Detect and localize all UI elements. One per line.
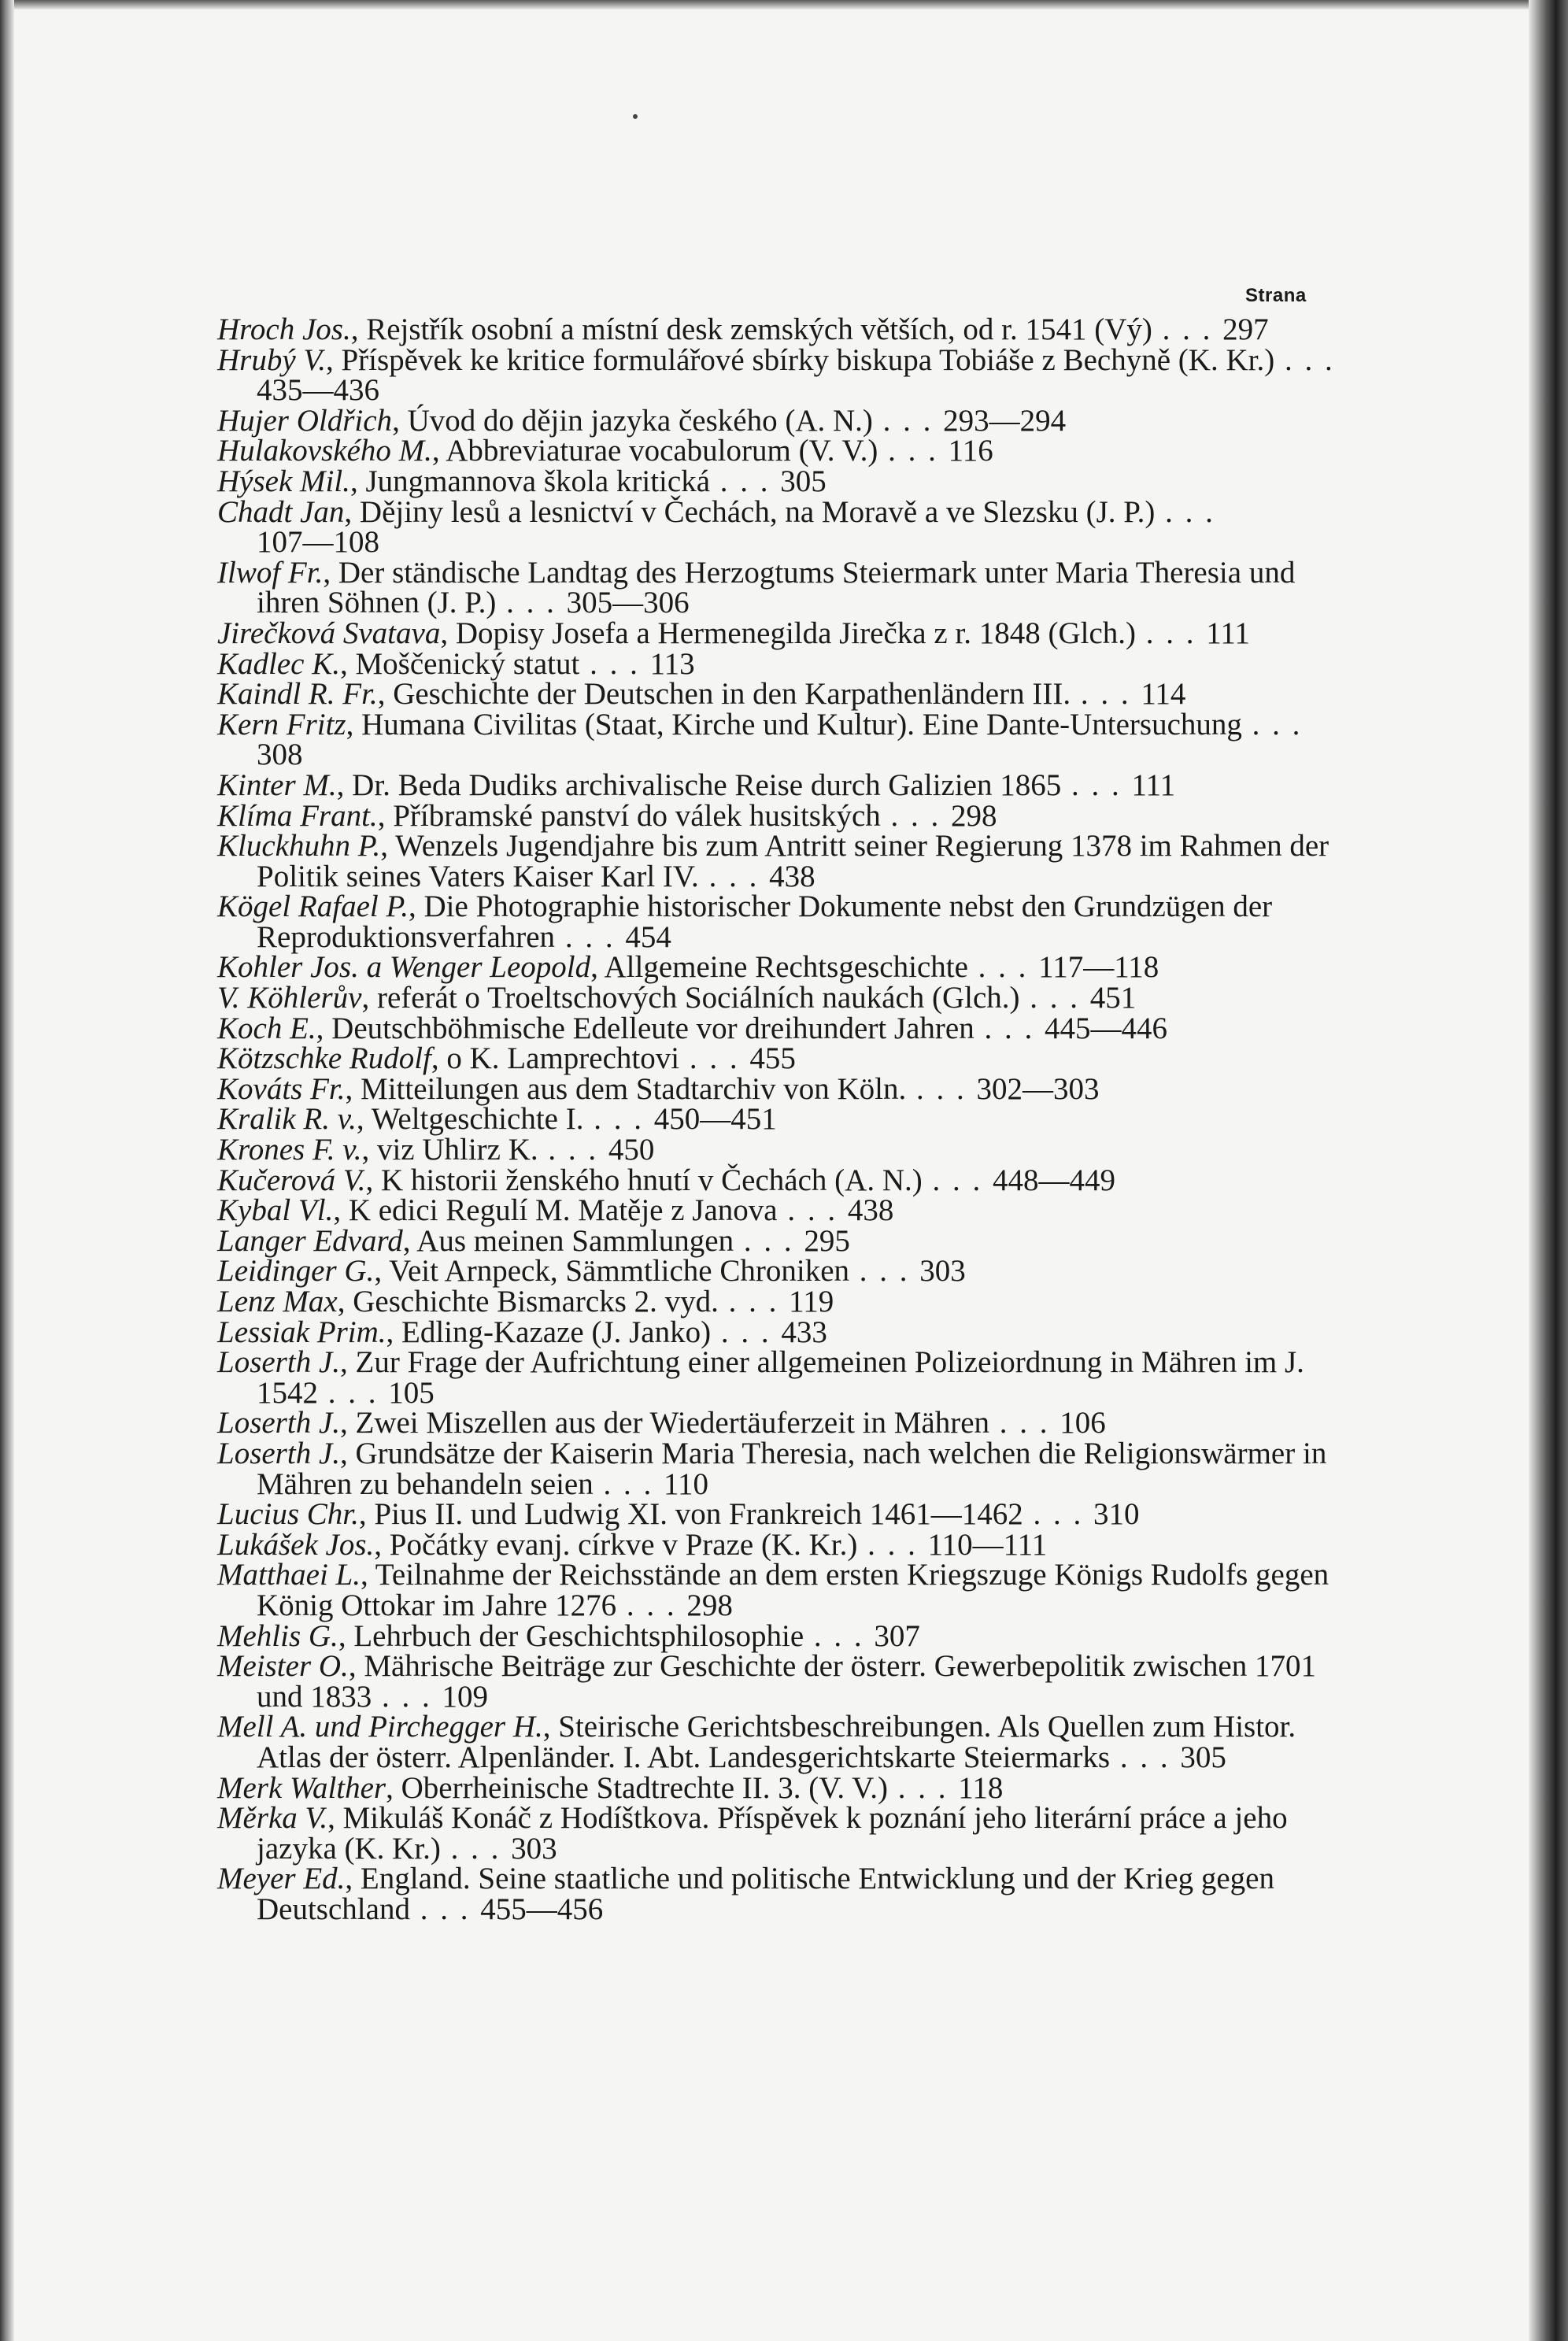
index-entry: Mell A. und Pirchegger H., Steirische Gerichtsbeschreibungen. Als Quellen zum Histor. Atlas der österr. Alpenländer. I. Abt. Landesgerichtskarte Steiermarks . . . 305 bbox=[217, 1710, 1296, 1774]
dot-leader: . . . bbox=[593, 1466, 664, 1501]
entry-author: Mell A. und Pirchegger H. bbox=[217, 1710, 543, 1744]
entry-title: Die Photographie historischer Dokumente nebst den Grundzügen der Reproduktionsverfahren bbox=[257, 889, 1273, 954]
entry-title: Mikuláš Konáč z Hodíštkova. Příspěvek k poznání jeho literární práce a jeho jazyka (K. Kr.) bbox=[257, 1801, 1288, 1866]
index-entry: Kováts Fr., Mitteilungen aus dem Stadtarchiv von Köln. . . . 302—303 bbox=[217, 1071, 1100, 1106]
entry-title: Weltgeschichte I. bbox=[371, 1102, 584, 1137]
dot-leader: . . . bbox=[1061, 767, 1132, 802]
index-entry: Hroch Jos., Rejstřík osobní a místní desk zemských větších, od r. 1541 (Vý) . . . 297 bbox=[217, 313, 1269, 346]
entry-title: Abbreviaturae vocabulorum (V. V.) bbox=[446, 434, 878, 468]
index-entry: Kinter M., Dr. Beda Dudiks archivalische Reise durch Galizien 1865 . . . 111 bbox=[217, 767, 1176, 802]
index-entry: Hýsek Mil., Jungmannova škola kritická . . . 305 bbox=[217, 464, 827, 498]
entry-author: Kinter M. bbox=[217, 767, 337, 802]
index-entry: Jirečková Svatava, Dopisy Josefa a Hermenegilda Jirečka z r. 1848 (Glch.) . . . 111 bbox=[217, 616, 1250, 650]
entry-page-number: 438 bbox=[769, 859, 815, 893]
entry-page-number: 455—456 bbox=[480, 1892, 604, 1926]
entry-author: Kohler Jos. a Wenger Leopold bbox=[217, 950, 591, 985]
entry-page-number: 305—306 bbox=[566, 586, 690, 620]
page-edge-left bbox=[0, 0, 14, 2341]
dot-leader: . . . bbox=[579, 646, 650, 681]
entry-author: Lessiak Prim. bbox=[217, 1315, 386, 1349]
index-entry: Matthaei L., Teilnahme der Reichsstände an dem ersten Kriegszuge Königs Rudolfs gegen König Ottokar im Jahre 1276 . . . 298 bbox=[217, 1558, 1329, 1622]
entry-page-number: 454 bbox=[625, 919, 671, 954]
index-entry: Kučerová V., K historii ženského hnutí v Čechách (A. N.) . . . 448—449 bbox=[217, 1163, 1115, 1197]
entry-title: Pius II. und Ludwig XI. von Frankreich 1461—1462 bbox=[374, 1497, 1023, 1532]
entry-page-number: 114 bbox=[1141, 677, 1186, 712]
entry-title: Edling-Kazaze (J. Janko) bbox=[401, 1315, 712, 1349]
dot-leader: . . . bbox=[1019, 981, 1090, 1015]
dot-leader: . . . bbox=[718, 1285, 790, 1318]
dot-leader: . . . bbox=[967, 950, 1039, 985]
dot-leader: . . . bbox=[989, 1406, 1060, 1440]
entry-page-number: 107—108 bbox=[257, 525, 379, 560]
dot-leader: . . . bbox=[878, 434, 949, 468]
dot-leader: . . . bbox=[804, 1618, 875, 1653]
index-entry: Meister O., Mährische Beiträge zur Geschichte der österr. Gewerbepolitik zwischen 1701 und 1833 . . . 109 bbox=[217, 1649, 1316, 1714]
entry-author: Kadlec K. bbox=[217, 646, 340, 681]
entry-page-number: 302—303 bbox=[976, 1071, 1100, 1106]
dot-leader: . . . bbox=[409, 1892, 481, 1926]
index-entry: Kluckhuhn P., Wenzels Jugendjahre bis zum Antritt seiner Regierung 1378 im Rahmen der Politik seines Vaters Kaiser Karl IV. . . . 438 bbox=[217, 829, 1329, 893]
index-entry: Klíma Frant., Příbramské panství do válek husitských . . . 298 bbox=[217, 798, 997, 833]
dot-leader: . . . bbox=[711, 1315, 782, 1349]
entry-author: Meyer Ed. bbox=[217, 1862, 346, 1896]
index-entry: Mehlis G., Lehrbuch der Geschichtsphilosophie . . . 307 bbox=[217, 1618, 920, 1653]
index-entry: Kralik R. v., Weltgeschichte I. . . . 450—451 bbox=[217, 1102, 777, 1137]
index-entry: Hrubý V., Příspěvek ke kritice formulářové sbírky biskupa Tobiáše z Bechyně (K. Kr.) . . . 435—436 bbox=[217, 342, 1335, 408]
index-entry: Lessiak Prim., Edling-Kazaze (J. Janko) . . . 433 bbox=[217, 1315, 827, 1349]
index-entry: V. Köhlerův, referát o Troeltschových Sociálních naukách (Glch.) . . . 451 bbox=[217, 981, 1137, 1015]
index-entry: Leidinger G., Veit Arnpeck, Sämmtliche Chroniken . . . 303 bbox=[217, 1254, 966, 1289]
column-header-strana: Strana bbox=[1245, 285, 1307, 306]
dot-leader: . . . bbox=[616, 1588, 687, 1622]
entry-author: Hýsek Mil. bbox=[217, 464, 350, 498]
index-entry: Hujer Oldřich, Úvod do dějin jazyka českého (A. N.) . . . 293—294 bbox=[217, 403, 1067, 438]
entry-author: Meister O. bbox=[217, 1649, 349, 1684]
entry-page-number: 451 bbox=[1089, 981, 1137, 1015]
entry-page-number: 455 bbox=[749, 1041, 796, 1076]
dot-leader: . . . bbox=[1023, 1497, 1093, 1532]
dot-leader: . . . bbox=[872, 403, 944, 438]
entry-page-number: 116 bbox=[948, 434, 993, 468]
entry-author: Lucius Chr. bbox=[217, 1497, 359, 1532]
entry-title: Dopisy Josefa a Hermenegilda Jirečka z r. 1848 (Glch.) bbox=[455, 616, 1137, 650]
entry-page-number: 113 bbox=[649, 646, 695, 681]
index-entry: Loserth J., Grundsätze der Kaiserin Maria Theresia, nach welchen die Religionswärmer in Mähren zu behandeln seien . . . 110 bbox=[217, 1436, 1327, 1501]
entry-page-number: 448—449 bbox=[992, 1163, 1115, 1197]
index-list bbox=[217, 315, 1335, 1925]
entry-page-number: 118 bbox=[958, 1770, 1004, 1805]
dust-speck bbox=[633, 114, 638, 119]
entry-page-number: 111 bbox=[1206, 616, 1250, 650]
entry-page-number: 303 bbox=[919, 1254, 966, 1289]
entry-title: Mitteilungen aus dem Stadtarchiv von Köln. bbox=[361, 1071, 907, 1106]
entry-page-number: 297 bbox=[1222, 313, 1269, 346]
dot-leader: . . . bbox=[496, 586, 567, 620]
entry-author: Loserth J. bbox=[217, 1436, 340, 1470]
page-edge-top bbox=[0, 0, 1568, 9]
dot-leader: . . . bbox=[555, 919, 626, 954]
entry-title: Wenzels Jugendjahre bis zum Antritt seiner Regierung 1378 im Rahmen der Politik seines Vaters Kaiser Karl IV. bbox=[257, 829, 1329, 893]
entry-title: Geschichte der Deutschen in den Karpathenländern III. bbox=[393, 677, 1071, 712]
dot-leader: . . . bbox=[318, 1375, 389, 1410]
entry-page-number: 433 bbox=[781, 1315, 827, 1349]
index-entry: Lenz Max, Geschichte Bismarcks 2. vyd. . . . 119 bbox=[217, 1285, 834, 1318]
dot-leader: . . . bbox=[538, 1133, 608, 1167]
entry-page-number: 106 bbox=[1060, 1406, 1106, 1440]
entry-title: Steirische Gerichtsbeschreibungen. Als Quellen zum Histor. Atlas der österr. Alpenländer. I. Abt. Landesgerichtskarte Steiermarks bbox=[257, 1710, 1296, 1774]
entry-author: Kaindl R. Fr. bbox=[217, 677, 378, 712]
index-entry: Merk Walther, Oberrheinische Stadtrechte II. 3. (V. V.) . . . 118 bbox=[217, 1770, 1004, 1805]
entry-author: V. Köhlerův bbox=[217, 981, 362, 1015]
entry-author: Leidinger G. bbox=[217, 1254, 375, 1289]
index-entry: Meyer Ed., England. Seine staatliche und politische Entwicklung und der Krieg gegen Deutschland . . . 455—456 bbox=[217, 1862, 1274, 1926]
dot-leader: . . . bbox=[583, 1102, 654, 1137]
entry-author: Jirečková Svatava bbox=[217, 616, 441, 650]
entry-page-number: 450—451 bbox=[653, 1102, 777, 1137]
index-entry: Kybal Vl., K edici Regulí M. Matěje z Janova . . . 438 bbox=[217, 1193, 894, 1228]
dot-leader: . . . bbox=[698, 859, 770, 893]
entry-author: Langer Edvard bbox=[217, 1223, 403, 1258]
entry-title: Teilnahme der Reichsstände an dem ersten Kriegszuge Königs Rudolfs gegen König Ottokar im Jahre 1276 bbox=[257, 1558, 1329, 1622]
index-entry: Kötzschke Rudolf, o K. Lamprechtovi . . . 455 bbox=[217, 1041, 796, 1076]
dot-leader: . . . bbox=[1241, 707, 1303, 742]
entry-title: Úvod do dějin jazyka českého (A. N.) bbox=[407, 403, 873, 438]
entry-title: Lehrbuch der Geschichtsphilosophie bbox=[353, 1618, 804, 1653]
dot-leader: . . . bbox=[1071, 677, 1141, 712]
entry-author: Matthaei L. bbox=[217, 1558, 361, 1592]
entry-page-number: 305 bbox=[780, 464, 827, 498]
entry-title: Příspěvek ke kritice formulářové sbírky biskupa Tobiáše z Bechyně (K. Kr.) bbox=[341, 342, 1275, 377]
index-entry: Kaindl R. Fr., Geschichte der Deutschen in den Karpathenländern III. . . . 114 bbox=[217, 677, 1186, 712]
entry-title: Grundsätze der Kaiserin Maria Theresia, nach welchen die Religionswärmer in Mähren zu behandeln seien bbox=[257, 1436, 1327, 1501]
entry-title: K historii ženského hnutí v Čechách (A. N.) bbox=[380, 1163, 923, 1197]
index-entry: Lucius Chr., Pius II. und Ludwig XI. von Frankreich 1461—1462 . . . 310 bbox=[217, 1497, 1140, 1532]
entry-author: Kern Fritz bbox=[217, 707, 346, 742]
entry-author: Lukášek Jos. bbox=[217, 1527, 375, 1562]
entry-page-number: 109 bbox=[442, 1679, 488, 1714]
entry-page-number: 105 bbox=[388, 1375, 435, 1410]
entry-title: Deutschböhmische Edelleute vor dreihundert Jahren bbox=[331, 1011, 974, 1045]
dot-leader: . . . bbox=[857, 1527, 928, 1562]
dot-leader: . . . bbox=[1274, 342, 1335, 377]
index-entry: Měrka V., Mikuláš Konáč z Hodíštkova. Příspěvek k poznání jeho literární práce a jeho jazyka (K. Kr.) . . . 303 bbox=[217, 1801, 1288, 1866]
entry-title: Veit Arnpeck, Sämmtliche Chroniken bbox=[389, 1254, 850, 1289]
entry-title: Dějiny lesů a lesnictví v Čechách, na Moravě a ve Slezsku (J. P.) bbox=[359, 494, 1156, 529]
entry-page-number: 303 bbox=[511, 1831, 557, 1866]
dot-leader: . . . bbox=[922, 1163, 993, 1197]
dot-leader: . . . bbox=[888, 1770, 959, 1805]
entry-title: Moščenický statut bbox=[355, 646, 580, 681]
entry-title: viz Uhlirz K. bbox=[376, 1133, 538, 1167]
index-entry: Kohler Jos. a Wenger Leopold, Allgemeine Rechtsgeschichte . . . 117—118 bbox=[217, 950, 1159, 985]
entry-author: Merk Walther bbox=[217, 1770, 386, 1805]
entry-page-number: 305 bbox=[1180, 1740, 1226, 1774]
entry-author: Hrubý V. bbox=[217, 342, 326, 377]
entry-page-number: 435—436 bbox=[257, 373, 379, 408]
entry-author: Kralik R. v. bbox=[217, 1102, 357, 1137]
dot-leader: . . . bbox=[679, 1041, 750, 1076]
entry-title: K edici Regulí M. Matěje z Janova bbox=[348, 1193, 778, 1228]
entry-author: Kučerová V. bbox=[217, 1163, 366, 1197]
entry-title: Mährische Beiträge zur Geschichte der österr. Gewerbepolitik zwischen 1701 und 1833 bbox=[257, 1649, 1316, 1714]
entry-page-number: 110—111 bbox=[927, 1527, 1048, 1562]
entry-title: Zur Frage der Aufrichtung einer allgemeinen Polizeiordnung in Mähren im J. 1542 bbox=[257, 1345, 1304, 1410]
entry-title: England. Seine staatliche und politische Entwicklung und der Krieg gegen Deutschland bbox=[257, 1862, 1274, 1926]
entry-page-number: 111 bbox=[1131, 767, 1176, 802]
entry-author: Hulakovského M. bbox=[217, 434, 432, 468]
entry-author: Kybal Vl. bbox=[217, 1193, 334, 1228]
dot-leader: . . . bbox=[372, 1679, 442, 1714]
dot-leader: . . . bbox=[1155, 494, 1215, 529]
entry-author: Koch E. bbox=[217, 1011, 316, 1045]
entry-page-number: 310 bbox=[1093, 1497, 1140, 1532]
dot-leader: . . . bbox=[1152, 313, 1223, 346]
entry-title: Počátky evanj. církve v Praze (K. Kr.) bbox=[389, 1527, 858, 1562]
entry-page-number: 119 bbox=[789, 1285, 834, 1318]
entry-title: Allgemeine Rechtsgeschichte bbox=[604, 950, 968, 985]
dot-leader: . . . bbox=[777, 1193, 848, 1228]
index-entry: Kögel Rafael P., Die Photographie historischer Dokumente nebst den Grundzügen der Reproduktionsverfahren . . . 454 bbox=[217, 889, 1273, 954]
entry-page-number: 298 bbox=[951, 798, 997, 833]
entry-title: referát o Troeltschových Sociálních naukách (Glch.) bbox=[376, 981, 1020, 1015]
entry-title: Geschichte Bismarcks 2. vyd. bbox=[353, 1285, 719, 1318]
entry-author: Kögel Rafael P. bbox=[217, 889, 409, 924]
index-entry: Krones F. v., viz Uhlirz K. . . . 450 bbox=[217, 1133, 655, 1167]
entry-author: Mehlis G. bbox=[217, 1618, 338, 1653]
index-entry: Chadt Jan, Dějiny lesů a lesnictví v Čechách, na Moravě a ve Slezsku (J. P.) . . . 107—108 bbox=[217, 494, 1215, 560]
entry-page-number: 438 bbox=[847, 1193, 894, 1228]
entry-author: Krones F. v. bbox=[217, 1133, 362, 1167]
dot-leader: . . . bbox=[734, 1223, 804, 1258]
dot-leader: . . . bbox=[974, 1011, 1045, 1045]
entry-title: Rejstřík osobní a místní desk zemských větších, od r. 1541 (Vý) bbox=[366, 313, 1152, 346]
entry-page-number: 307 bbox=[874, 1618, 920, 1653]
dot-leader: . . . bbox=[710, 464, 781, 498]
entry-page-number: 298 bbox=[686, 1588, 733, 1622]
entry-author: Měrka V. bbox=[217, 1801, 328, 1836]
index-entry: Langer Edvard, Aus meinen Sammlungen . . . 295 bbox=[217, 1223, 850, 1258]
dot-leader: . . . bbox=[1136, 616, 1207, 650]
entry-title: Der ständische Landtag des Herzogtums Steiermark unter Maria Theresia und ihren Söhnen (J. P.) bbox=[257, 555, 1296, 620]
index-entry: Koch E., Deutschböhmische Edelleute vor dreihundert Jahren . . . 445—446 bbox=[217, 1011, 1167, 1045]
entry-title: Příbramské panství do válek husitských bbox=[393, 798, 881, 833]
entry-page-number: 308 bbox=[257, 738, 303, 772]
page-edge-right bbox=[1529, 0, 1568, 2341]
entry-page-number: 450 bbox=[608, 1133, 655, 1167]
entry-title: Aus meinen Sammlungen bbox=[416, 1223, 734, 1258]
index-entry: Lukášek Jos., Počátky evanj. církve v Praze (K. Kr.) . . . 110—111 bbox=[217, 1527, 1048, 1562]
entry-page-number: 117—118 bbox=[1038, 950, 1159, 985]
dot-leader: . . . bbox=[1110, 1740, 1181, 1774]
entry-author: Loserth J. bbox=[217, 1406, 340, 1440]
dot-leader: . . . bbox=[440, 1831, 512, 1866]
entry-author: Hroch Jos. bbox=[217, 313, 351, 346]
entry-author: Ilwof Fr. bbox=[217, 555, 324, 590]
entry-title: Zwei Miszellen aus der Wiedertäuferzeit in Mähren bbox=[355, 1406, 990, 1440]
entry-author: Kováts Fr. bbox=[217, 1071, 346, 1106]
entry-title: Oberrheinische Stadtrechte II. 3. (V. V.) bbox=[401, 1770, 889, 1805]
index-entry: Kern Fritz, Humana Civilitas (Staat, Kirche und Kultur). Eine Dante-Untersuchung . . . 308 bbox=[217, 707, 1303, 772]
dot-leader: . . . bbox=[849, 1254, 920, 1289]
entry-author: Kötzschke Rudolf bbox=[217, 1041, 431, 1076]
entry-page-number: 293—294 bbox=[943, 403, 1067, 438]
entry-title: Humana Civilitas (Staat, Kirche und Kultur). Eine Dante-Untersuchung bbox=[361, 707, 1242, 742]
entry-author: Klíma Frant. bbox=[217, 798, 378, 833]
entry-author: Loserth J. bbox=[217, 1345, 340, 1380]
index-entry: Ilwof Fr., Der ständische Landtag des Herzogtums Steiermark unter Maria Theresia und ihren Söhnen (J. P.) . . . 305—306 bbox=[217, 555, 1296, 620]
entry-author: Chadt Jan bbox=[217, 494, 345, 529]
entry-title: Dr. Beda Dudiks archivalische Reise durch Galizien 1865 bbox=[352, 767, 1062, 802]
index-entry: Kadlec K., Moščenický statut . . . 113 bbox=[217, 646, 695, 681]
dot-leader: . . . bbox=[880, 798, 952, 833]
entry-author: Hujer Oldřich bbox=[217, 403, 393, 438]
index-entry: Loserth J., Zur Frage der Aufrichtung einer allgemeinen Polizeiordnung in Mähren im J. 1542 . . . 105 bbox=[217, 1345, 1304, 1410]
index-entry: Hulakovského M., Abbreviaturae vocabulorum (V. V.) . . . 116 bbox=[217, 434, 993, 468]
entry-title: o K. Lamprechtovi bbox=[446, 1041, 680, 1076]
dot-leader: . . . bbox=[906, 1071, 977, 1106]
entry-title: Jungmannova škola kritická bbox=[365, 464, 711, 498]
entry-page-number: 445—446 bbox=[1044, 1011, 1167, 1045]
entry-author: Kluckhuhn P. bbox=[217, 829, 381, 864]
entry-page-number: 110 bbox=[664, 1466, 709, 1501]
entry-page-number: 295 bbox=[804, 1223, 850, 1258]
entry-author: Lenz Max bbox=[217, 1285, 338, 1318]
index-entry: Loserth J., Zwei Miszellen aus der Wiedertäuferzeit in Mähren . . . 106 bbox=[217, 1406, 1106, 1440]
